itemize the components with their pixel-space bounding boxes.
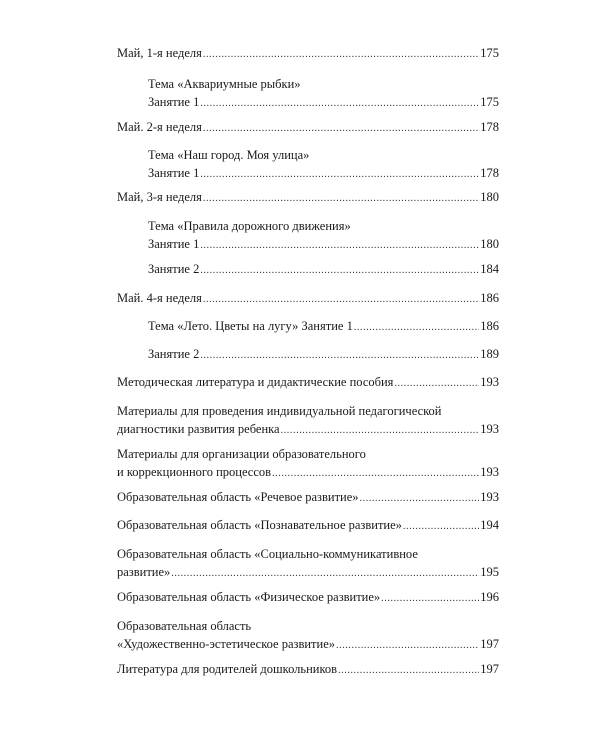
- toc-entry-title: Литература для родителей дошкольников: [117, 662, 338, 676]
- toc-page-number: 175: [480, 46, 499, 60]
- toc-leader-dots: [360, 488, 480, 508]
- toc-leader-dots: [354, 317, 479, 337]
- toc-entry: [148, 75, 499, 113]
- toc-entry-title: Занятие 1: [148, 166, 200, 180]
- toc-entry-title: диагностики развития ребенка: [117, 422, 280, 436]
- toc-entry: [117, 373, 499, 393]
- toc-entry-title: Методическая литература и дидактические пособия: [117, 375, 394, 389]
- toc-entry-title: Тема «Аквариумные рыбки»: [148, 77, 301, 91]
- toc-leader-dots: [200, 235, 479, 255]
- toc-leader-dots: [200, 345, 479, 365]
- toc-entry: [117, 445, 499, 483]
- toc-leader-dots: [200, 93, 479, 113]
- toc-entry-title: Занятие 2: [148, 347, 200, 361]
- toc-leader-dots: [200, 164, 479, 184]
- toc-entry-title: Занятие 2: [148, 262, 200, 276]
- toc-entry: [117, 44, 499, 64]
- toc-entry-title: Тема «Наш город. Моя улица»: [148, 148, 310, 162]
- toc-entry: [117, 660, 499, 680]
- toc-leader-dots: [200, 260, 479, 280]
- toc-entry-title: Занятие 1: [148, 95, 200, 109]
- toc-page-number: 194: [480, 518, 499, 532]
- toc-page-number: 175: [480, 95, 499, 109]
- toc-entry: [117, 516, 499, 536]
- toc-leader-dots: [203, 118, 479, 138]
- toc-entry: [148, 260, 499, 280]
- toc-entry-title: Май. 2-я неделя: [117, 120, 202, 134]
- toc-page-number: 195: [480, 565, 499, 579]
- toc-entry: [117, 617, 499, 655]
- toc-entry-title: Образовательная область «Социально-коммуникативное: [117, 547, 418, 561]
- toc-entry-title: «Художественно-эстетическое развитие»: [117, 637, 336, 651]
- toc-entry-title: Занятие 1: [148, 237, 200, 251]
- toc-page-number: 197: [480, 662, 499, 676]
- toc-entry-title: и коррекционного процессов: [117, 465, 272, 479]
- toc-page-number: 196: [480, 590, 499, 604]
- toc-leader-dots: [403, 516, 479, 536]
- toc-page-number: 180: [480, 237, 499, 251]
- toc-leader-dots: [381, 588, 479, 608]
- toc-page-number: 193: [480, 422, 499, 436]
- toc-entry: [117, 402, 499, 440]
- toc-page-number: 193: [480, 375, 499, 389]
- toc-entry-title: Май, 1-я неделя: [117, 46, 202, 60]
- toc-page-number: 180: [480, 190, 499, 204]
- toc-page-number: 197: [480, 637, 499, 651]
- toc-leader-dots: [171, 563, 479, 583]
- toc-entry-title: Тема «Лето. Цветы на лугу» Занятие 1: [148, 319, 353, 333]
- toc-entry: [117, 588, 499, 608]
- toc-leader-dots: [336, 635, 479, 655]
- toc-page-number: 178: [480, 120, 499, 134]
- toc-entry: [148, 217, 499, 255]
- toc-entry-title: Тема «Правила дорожного движения»: [148, 219, 351, 233]
- toc-leader-dots: [281, 420, 480, 440]
- toc-leader-dots: [338, 660, 479, 680]
- toc-leader-dots: [203, 289, 479, 309]
- toc-entry-title: Май. 4-я неделя: [117, 291, 202, 305]
- toc-entry: [117, 289, 499, 309]
- toc-page-number: 184: [480, 262, 499, 276]
- toc-entry-title: Образовательная область «Познавательное развитие»: [117, 518, 402, 532]
- toc-page-number: 193: [480, 465, 499, 479]
- toc-page-number: 193: [480, 490, 499, 504]
- toc-leader-dots: [203, 188, 479, 208]
- toc-page-number: 178: [480, 166, 499, 180]
- toc-entry: [117, 488, 499, 508]
- toc-entry: [148, 317, 499, 337]
- toc-page-number: 189: [480, 347, 499, 361]
- toc-entry: [117, 545, 499, 583]
- toc-entry-title: Материалы для организации образовательного: [117, 447, 366, 461]
- toc-page-number: 186: [480, 319, 499, 333]
- toc-leader-dots: [394, 373, 479, 393]
- toc-entry: [148, 146, 499, 184]
- toc-leader-dots: [203, 44, 479, 64]
- toc-entry-title: Образовательная область «Физическое развитие»: [117, 590, 381, 604]
- toc-leader-dots: [272, 463, 479, 483]
- toc-entry-title: Образовательная область: [117, 619, 252, 633]
- toc-entry: [117, 188, 499, 208]
- toc-entry: [117, 118, 499, 138]
- toc-entry-title: Материалы для проведения индивидуальной педагогической: [117, 404, 442, 418]
- toc-entry-title: развитие»: [117, 565, 171, 579]
- toc-page-number: 186: [480, 291, 499, 305]
- toc-entry-title: Май, 3-я неделя: [117, 190, 202, 204]
- toc-entry-title: Образовательная область «Речевое развитие»: [117, 490, 359, 504]
- toc-entry: [148, 345, 499, 365]
